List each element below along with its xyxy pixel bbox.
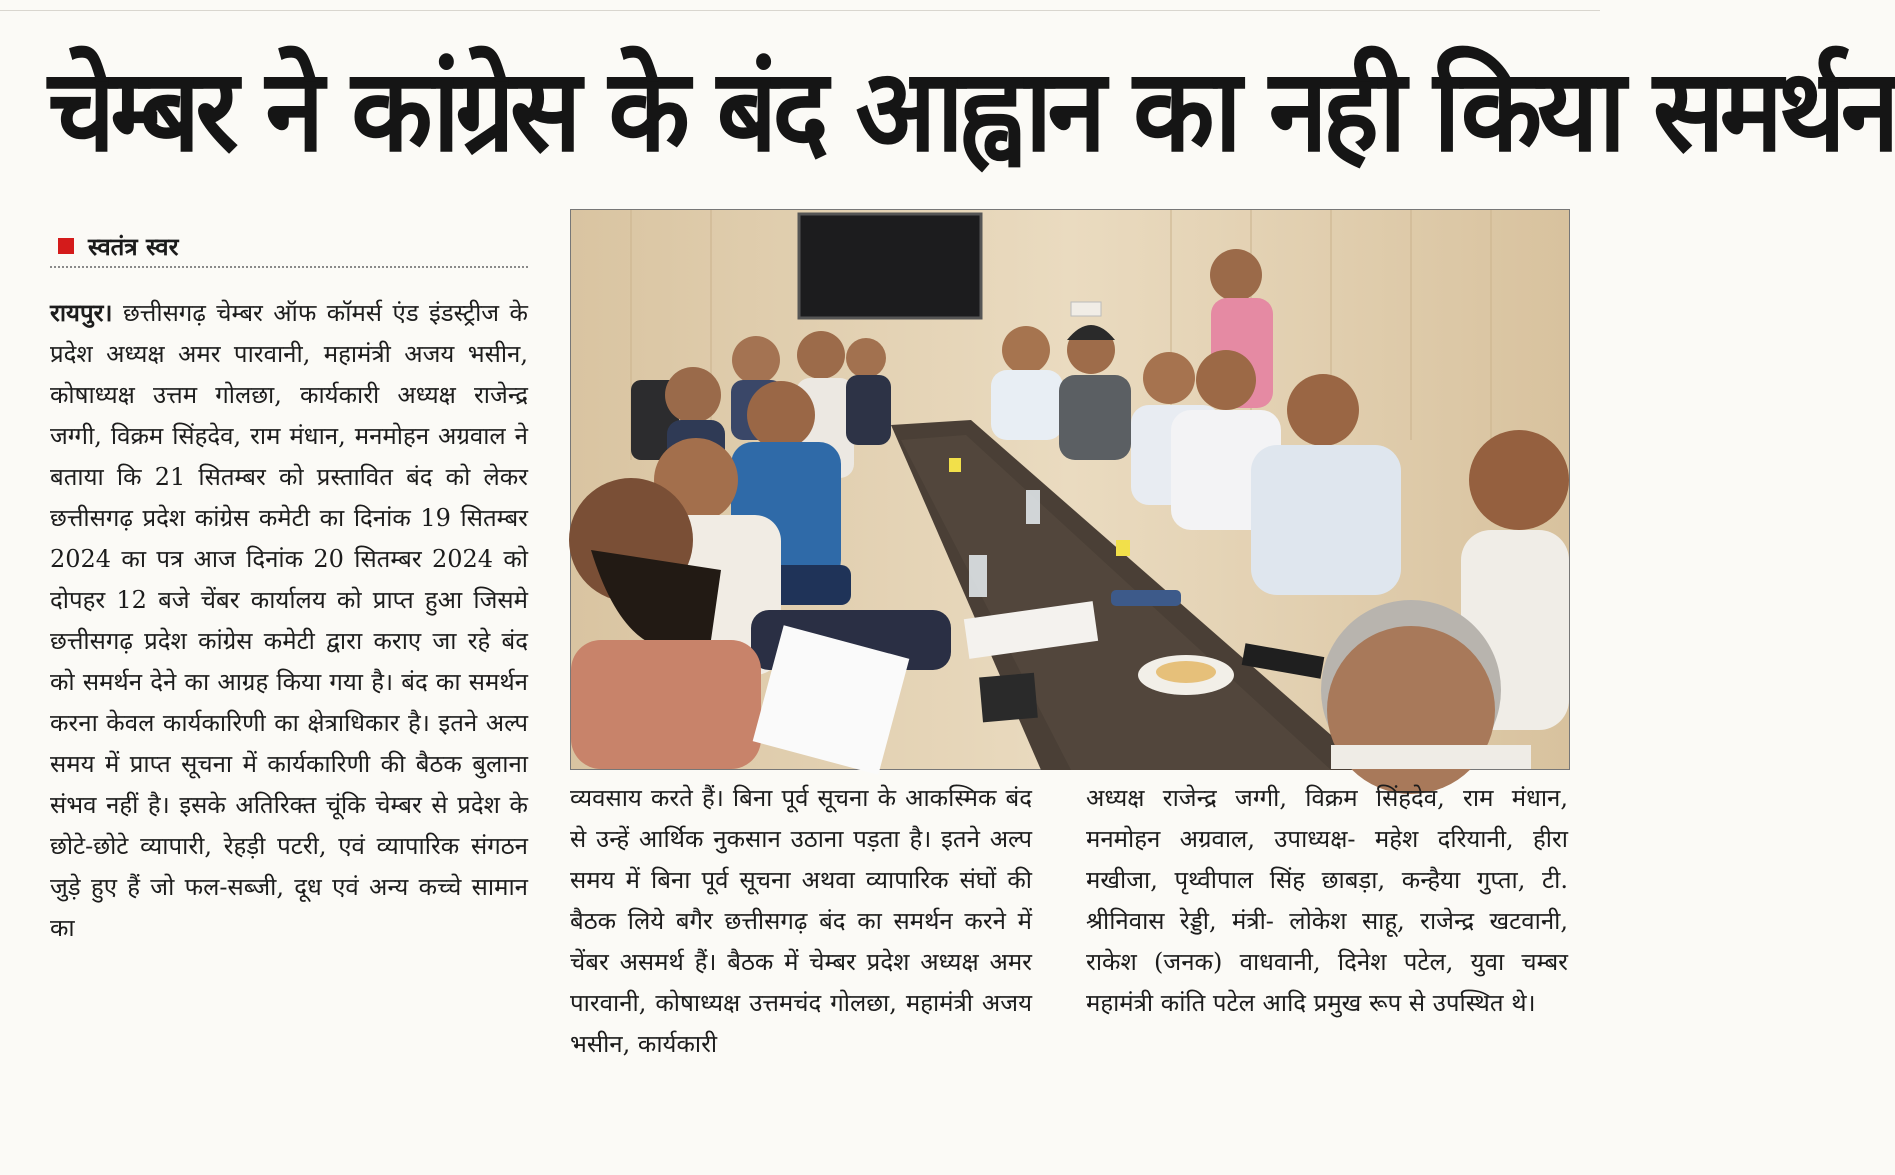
byline-marker-icon (58, 238, 74, 254)
column-2-text: व्यवसाय करते हैं। बिना पूर्व सूचना के आकस्मिक बंद से उन्हें आर्थिक नुकसान उठाना पड़ता है। इतने अल्प समय में बिना पूर्व सूचना अथवा व्यापारिक संघों की बैठक लिये बगैर छत्तीसगढ़ बंद का समर्थन करने में चेंबर असमर्थ हैं। बैठक में चेम्बर प्रदेश अध्यक्ष अमर पारवानी, कोषाध्यक्ष उत्तमचंद गोलछा, महामंत्री अजय भसीन, कार्यकारी (570, 784, 1032, 1058)
column-3-text: अध्यक्ष राजेन्द्र जग्गी, विक्रम सिंहदेव, राम मंधान, मनमोहन अग्रवाल, उपाध्यक्ष- महेश दरियानी, हीरा मखीजा, पृथ्वीपाल सिंह छाबड़ा, कन्हैया गुप्ता, टी. श्रीनिवास रेड्डी, मंत्री- लोकेश साहू, राजेन्द्र खटवानी, राकेश (जनक) वाधवानी, दिनेश पटेल, युवा चम्बर महामंत्री कांति पटेल आदि प्रमुख रूप से उपस्थित थे। (1086, 784, 1568, 1017)
top-rule (0, 0, 1600, 11)
byline (50, 232, 528, 268)
article-column-2 (570, 778, 1032, 1065)
column-1-text: छत्तीसगढ़ चेम्बर ऑफ कॉमर्स एंड इंडस्ट्रीज के प्रदेश अध्यक्ष अमर पारवानी, महामंत्री अजय भसीन, कोषाध्यक्ष उत्तम गोलछा, कार्यकारी अध्यक्ष राजेन्द्र जग्गी, विक्रम सिंहदेव, राम मंधान, मनमोहन अग्रवाल ने बताया कि 21 सितम्बर को प्रस्तावित बंद को लेकर छत्तीसगढ़ प्रदेश कांग्रेस कमेटी का दिनांक 19 सितम्बर 2024 का पत्र आज दिनांक 20 सितम्बर 2024 को दोपहर 12 बजे चेंबर कार्यालय को प्राप्त हुआ जिसमे छत्तीसगढ़ प्रदेश कांग्रेस कमेटी द्वारा कराए जा रहे बंद को समर्थन देने का आग्रह किया गया है। बंद का समर्थन करना केवल कार्यकारिणी का क्षेत्राधिकार है। इतने अल्प समय में प्राप्त सूचना में कार्यकारिणी की बैठक बुलाना संभव नहीं है। इसके अतिरिक्त चूंकि चेम्बर से प्रदेश के छोटे-छोटे व्यापारी, रेहड़ी पटरी, एवं व्यापारिक संगठन जुड़े हुए हैं जो फल-सब्जी, दूध एवं अन्य कच्चे सामान का (50, 299, 528, 942)
byline-source: स्वतंत्र स्वर (88, 232, 179, 261)
tv-screen (799, 214, 981, 318)
article-column-1 (50, 292, 528, 949)
dateline: रायपुर। (50, 298, 113, 327)
article-column-3 (1086, 778, 1568, 1024)
meeting-photo-illustration (571, 210, 1569, 769)
headline: चेम्बर ने कांग्रेस के बंद आह्वान का नही किया समर्थन (48, 44, 1895, 177)
meeting-photo (570, 209, 1570, 770)
